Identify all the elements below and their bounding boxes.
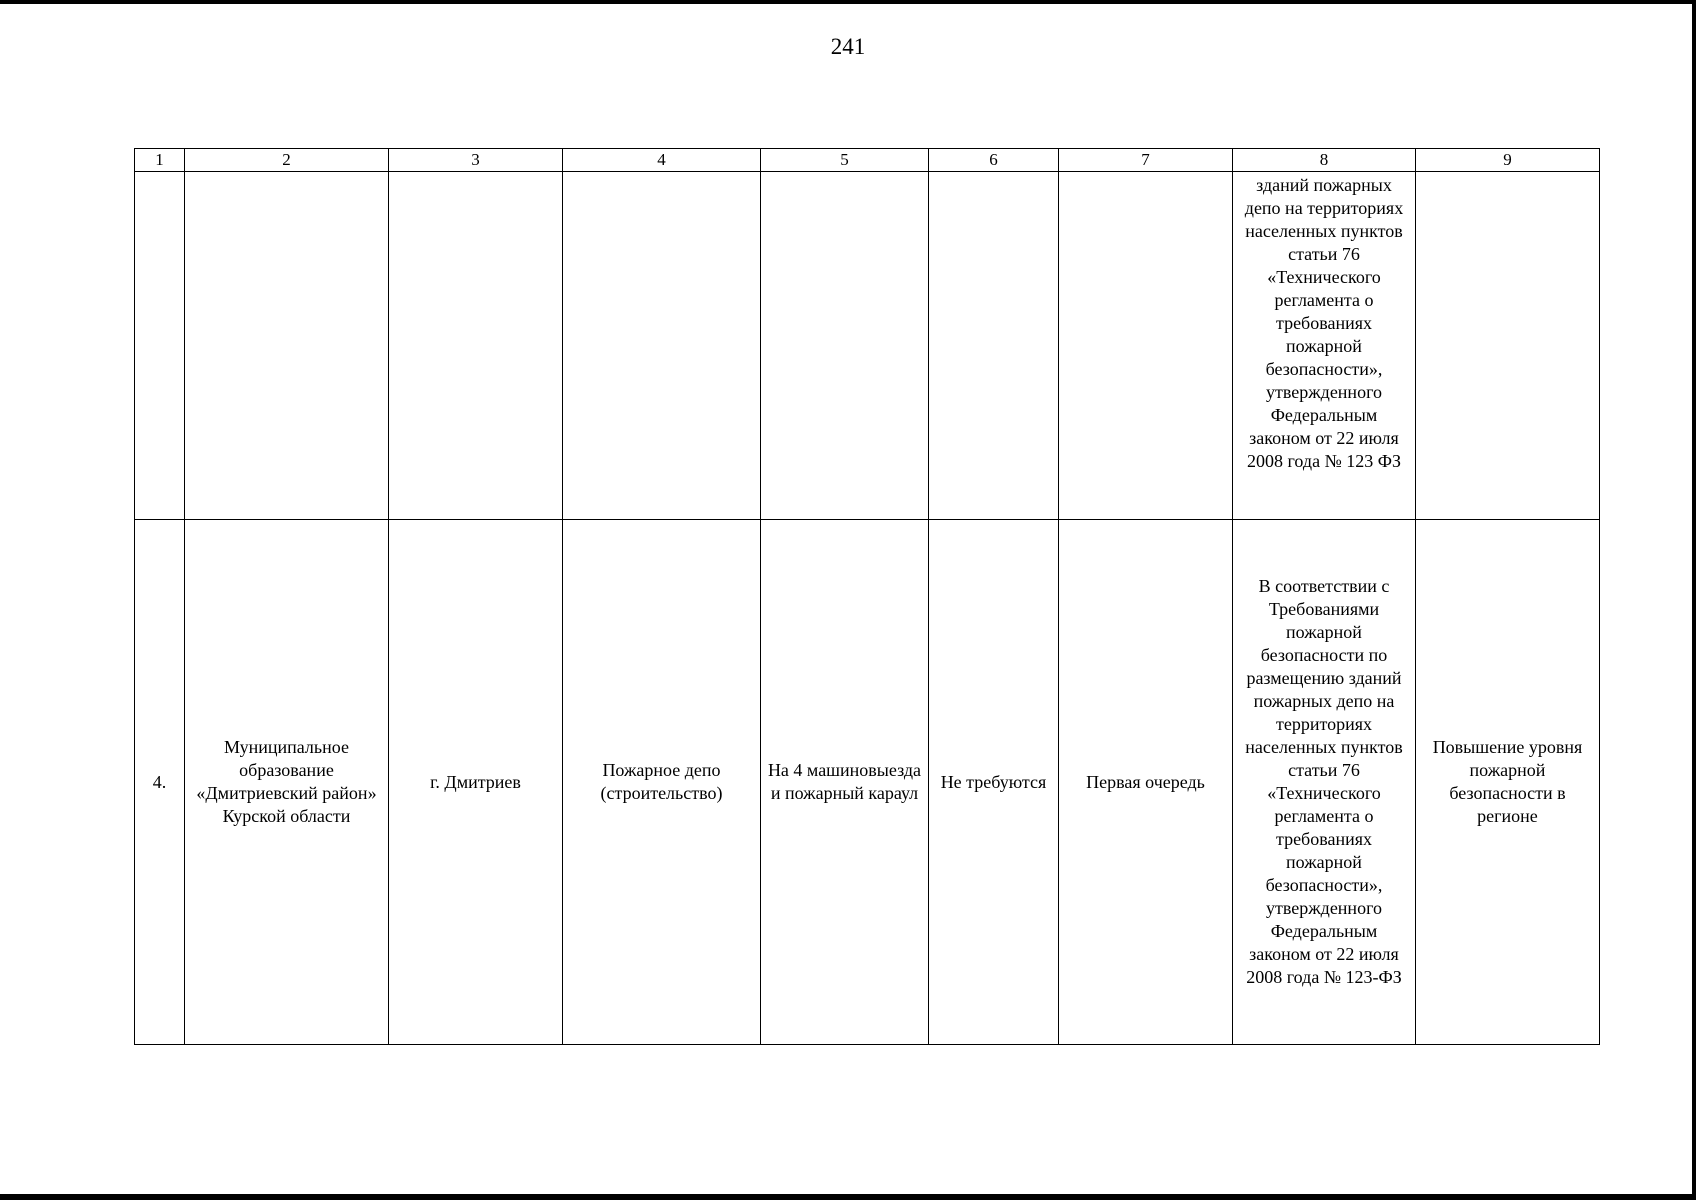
column-number-5: 5 — [761, 149, 929, 172]
row4-locality: г. Дмитриев — [389, 520, 563, 1045]
document-table — [134, 148, 1600, 1045]
cont-cell-3 — [389, 172, 563, 520]
row4-object: Пожарное депо (строительство) — [563, 520, 761, 1045]
scan-border-bottom — [0, 1194, 1696, 1200]
row4-stage: Первая очередь — [1059, 520, 1233, 1045]
column-number-4: 4 — [563, 149, 761, 172]
row4-goal: Повышение уровня пожарной безопасности в регионе — [1416, 520, 1600, 1045]
row4-number: 4. — [135, 520, 185, 1045]
cont-cell-4 — [563, 172, 761, 520]
cont-cell-1 — [135, 172, 185, 520]
cont-cell-2 — [185, 172, 389, 520]
column-number-1: 1 — [135, 149, 185, 172]
cont-cell-9 — [1416, 172, 1600, 520]
row4-municipality: Муниципальное образование «Дмитриевский район» Курской области — [185, 520, 389, 1045]
column-number-row — [135, 149, 1600, 172]
scan-border-right — [1692, 0, 1696, 1200]
column-number-9: 9 — [1416, 149, 1600, 172]
column-number-7: 7 — [1059, 149, 1233, 172]
column-number-2: 2 — [185, 149, 389, 172]
cont-cell-5 — [761, 172, 929, 520]
continuation-row — [135, 172, 1600, 520]
row4-col6: Не требуются — [929, 520, 1059, 1045]
column-number-6: 6 — [929, 149, 1059, 172]
cont-cell-8: зданий пожарных депо на территориях населенных пунктов статьи 76 «Технического регламента о требованиях пожарной безопасности», утвержденного Федеральным законом от 22 июля 2008 года № 123 ФЗ — [1233, 172, 1416, 520]
table-row-4 — [135, 520, 1600, 1045]
column-number-8: 8 — [1233, 149, 1416, 172]
page-number: 241 — [830, 34, 866, 59]
column-number-3: 3 — [389, 149, 563, 172]
row4-capacity: На 4 машиновыезда и пожарный караул — [761, 520, 929, 1045]
scan-border-top — [0, 0, 1696, 4]
cont-cell-6 — [929, 172, 1059, 520]
row4-justification: В соответствии с Требованиями пожарной безопасности по размещению зданий пожарных депо на территориях населенных пунктов статьи 76 «Технического регламента о требованиях пожарной безопасности», утвержденного Федеральным законом от 22 июля 2008 года № 123-ФЗ — [1233, 520, 1416, 1045]
cont-cell-7 — [1059, 172, 1233, 520]
